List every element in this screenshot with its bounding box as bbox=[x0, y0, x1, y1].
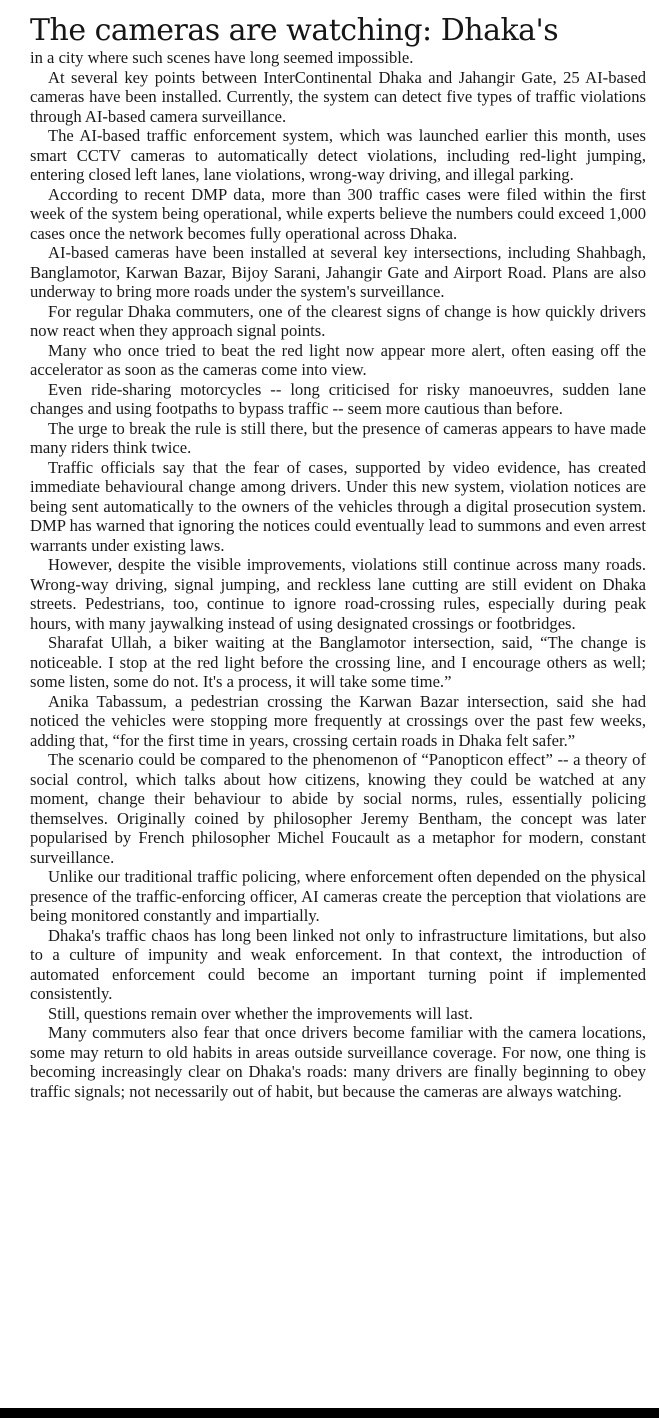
article-paragraph: At several key points between InterContinental Dhaka and Jahangir Gate, 25 AI-based cameras have been installed. Currently, the system can detect five types of traffic violations through AI-based camera surveillance. bbox=[30, 67, 646, 126]
article-paragraph: in a city where such scenes have long seemed impossible. bbox=[30, 48, 414, 67]
article-paragraph: According to recent DMP data, more than 300 traffic cases were filed within the first week of the system being operational, while experts believe the numbers could exceed 1,000 cases once the network becomes fully operational across Dhaka. bbox=[30, 184, 646, 243]
article-paragraph: AI-based cameras have been installed at several key intersections, including Shahbagh, Banglamotor, Karwan Bazar, Bijoy Sarani, Jahangir Gate and Airport Road. Plans are also underway to bring more roads under the system's surveillance. bbox=[30, 243, 646, 301]
article-body bbox=[30, 48, 646, 1101]
article-headline: The cameras are watching: Dhaka's bbox=[30, 13, 559, 48]
article-paragraph: Many who once tried to beat the red light now appear more alert, often easing off the accelerator as soon as the cameras come into view. bbox=[30, 340, 646, 379]
article-paragraph: Anika Tabassum, a pedestrian crossing the Karwan Bazar intersection, said she had noticed the vehicles were stopping more frequently at crossings over the past few weeks, adding that, “for the first time in years, crossing certain roads in Dhaka felt safer.” bbox=[30, 691, 646, 750]
page-bottom-border bbox=[0, 1408, 659, 1418]
article-paragraph: For regular Dhaka commuters, one of the clearest signs of change is how quickly drivers now react when they approach signal points. bbox=[30, 301, 646, 340]
news-article bbox=[30, 8, 646, 1101]
article-paragraph: Many commuters also fear that once drivers become familiar with the camera locations, some may return to old habits in areas outside surveillance coverage. For now, one thing is becoming increasingly clear on Dhaka's roads: many drivers are finally beginning to obey traffic signals; not necessarily out of habit, but because the cameras are always watching. bbox=[30, 1023, 646, 1101]
article-paragraph: Still, questions remain over whether the improvements will last. bbox=[48, 1003, 473, 1023]
article-paragraph: The urge to break the rule is still there, but the presence of cameras appears to have made many riders think twice. bbox=[30, 418, 646, 457]
article-paragraph: Unlike our traditional traffic policing, where enforcement often depended on the physical presence of the traffic-enforcing officer, AI cameras create the perception that violations are being monitored constantly and impartially. bbox=[30, 867, 646, 925]
article-paragraph: The AI-based traffic enforcement system, which was launched earlier this month, uses smart CCTV cameras to automatically detect violations, including red-light jumping, entering closed left lanes, lane violations, wrong-way driving, and illegal parking. bbox=[30, 126, 646, 184]
article-paragraph: Sharafat Ullah, a biker waiting at the Banglamotor intersection, said, “The change is noticeable. I stop at the red light before the crossing line, and I encourage others as well; some listen, some do not. It's a process, it will take some time.” bbox=[30, 633, 646, 691]
article-paragraph: Dhaka's traffic chaos has long been linked not only to infrastructure limitations, but also to a culture of impunity and weak enforcement. In that context, the introduction of automated enforcement could become an important turning point if implemented consistently. bbox=[30, 925, 646, 1003]
article-paragraph: However, despite the visible improvements, violations still continue across many roads. Wrong-way driving, signal jumping, and reckless lane cutting are still evident on Dhaka streets. Pedestrians, too, continue to ignore road-crossing rules, especially during peak hours, with many jaywalking instead of using designated crossings or footbridges. bbox=[30, 555, 646, 633]
article-paragraph: Traffic officials say that the fear of cases, supported by video evidence, has created immediate behavioural change among drivers. Under this new system, violation notices are being sent automatically to the owners of the vehicles through a digital prosecution system. DMP has warned that ignoring the notices could eventually lead to summons and even arrest warrants under existing laws. bbox=[30, 457, 646, 555]
article-paragraph: Even ride-sharing motorcycles -- long criticised for risky manoeuvres, sudden lane changes and using footpaths to bypass traffic -- seem more cautious than before. bbox=[30, 379, 646, 418]
article-paragraph: The scenario could be compared to the phenomenon of “Panopticon effect” -- a theory of social control, which talks about how citizens, knowing they could be watched at any moment, change their behaviour to abide by social norms, rules, essentially policing themselves. Originally coined by philosopher Jeremy Bentham, the concept was later popularised by French philosopher Michel Foucault as a metaphor for modern, constant surveillance. bbox=[30, 750, 646, 867]
